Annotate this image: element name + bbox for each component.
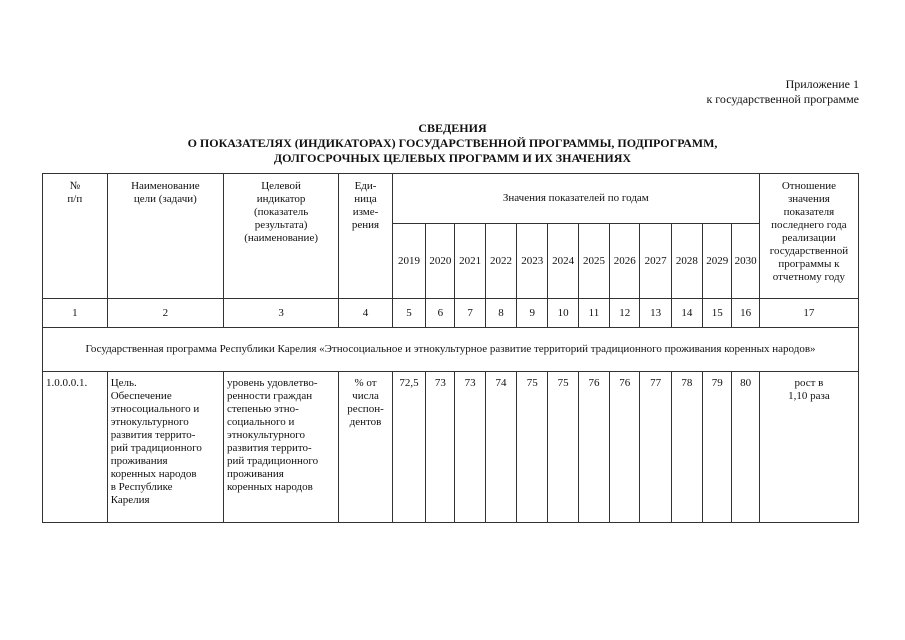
column-number: 11 [578, 299, 609, 328]
column-number: 5 [392, 299, 425, 328]
header-unit: Еди- ница изме- рения [339, 174, 393, 299]
year-value: 73 [455, 372, 485, 523]
row-ratio: рост в 1,10 раза [759, 372, 858, 523]
header-goal: Наименование цели (задачи) [107, 174, 223, 299]
year-value: 72,5 [392, 372, 425, 523]
column-number: 16 [732, 299, 759, 328]
year-value: 73 [426, 372, 455, 523]
header-values: Значения показателей по годам [392, 174, 759, 224]
header-indicator: Целевой индикатор (показатель результата) (наименование) [223, 174, 338, 299]
appendix-line-2: к государственной программе [706, 92, 859, 106]
year-header: 2020 [426, 224, 455, 299]
year-header: 2026 [610, 224, 640, 299]
year-header: 2028 [671, 224, 702, 299]
header-row [43, 174, 859, 224]
data-row [43, 372, 859, 523]
column-number: 13 [640, 299, 671, 328]
column-number: 14 [671, 299, 702, 328]
year-header: 2024 [548, 224, 578, 299]
column-number: 9 [517, 299, 548, 328]
column-number: 17 [759, 299, 858, 328]
row-goal: Цель. Обеспечение этносоциального и этнокультурного развития террито- рий традиционного проживания коренных народов в Республике Карелия [107, 372, 223, 523]
column-number: 1 [43, 299, 108, 328]
title-line-1: СВЕДЕНИЯ [418, 121, 487, 135]
document-title [0, 121, 905, 166]
year-header: 2022 [485, 224, 516, 299]
column-number: 6 [426, 299, 455, 328]
header-ratio: Отношение значения показателя последнего года реализации государственной программы к отчетному году [759, 174, 858, 299]
year-header: 2023 [517, 224, 548, 299]
column-number: 4 [339, 299, 393, 328]
column-number: 10 [548, 299, 578, 328]
column-number: 7 [455, 299, 485, 328]
year-header: 2029 [703, 224, 732, 299]
year-value: 75 [517, 372, 548, 523]
column-number: 2 [107, 299, 223, 328]
program-row [43, 328, 859, 372]
column-number-row [43, 299, 859, 328]
year-header: 2027 [640, 224, 671, 299]
year-value: 75 [548, 372, 578, 523]
year-value: 79 [703, 372, 732, 523]
year-value: 78 [671, 372, 702, 523]
year-value: 80 [732, 372, 759, 523]
program-name: Государственная программа Республики Карелия «Этносоциальное и этнокультурное развитие территорий традиционного проживания коренных народов» [43, 328, 859, 372]
year-value: 76 [578, 372, 609, 523]
appendix-line-1: Приложение 1 [785, 77, 859, 91]
row-indicator: уровень удовлетво- ренности граждан степенью этно- социального и этнокультурного развития террито- рий традиционного проживания коренных народов [223, 372, 338, 523]
row-unit: % от числа респон- дентов [339, 372, 393, 523]
column-number: 12 [610, 299, 640, 328]
year-header: 2021 [455, 224, 485, 299]
year-value: 74 [485, 372, 516, 523]
column-number: 15 [703, 299, 732, 328]
indicators-table [42, 173, 859, 523]
year-header: 2019 [392, 224, 425, 299]
header-num: № п/п [43, 174, 108, 299]
year-value: 76 [610, 372, 640, 523]
column-number: 3 [223, 299, 338, 328]
title-line-3: ДОЛГОСРОЧНЫХ ЦЕЛЕВЫХ ПРОГРАММ И ИХ ЗНАЧЕНИЯХ [273, 151, 632, 165]
appendix-note [706, 77, 859, 107]
year-header: 2030 [732, 224, 759, 299]
row-num: 1.0.0.0.1. [43, 372, 108, 523]
year-header: 2025 [578, 224, 609, 299]
title-line-2: О ПОКАЗАТЕЛЯХ (ИНДИКАТОРАХ) ГОСУДАРСТВЕННОЙ ПРОГРАММЫ, ПОДПРОГРАММ, [187, 136, 718, 150]
column-number: 8 [485, 299, 516, 328]
year-value: 77 [640, 372, 671, 523]
